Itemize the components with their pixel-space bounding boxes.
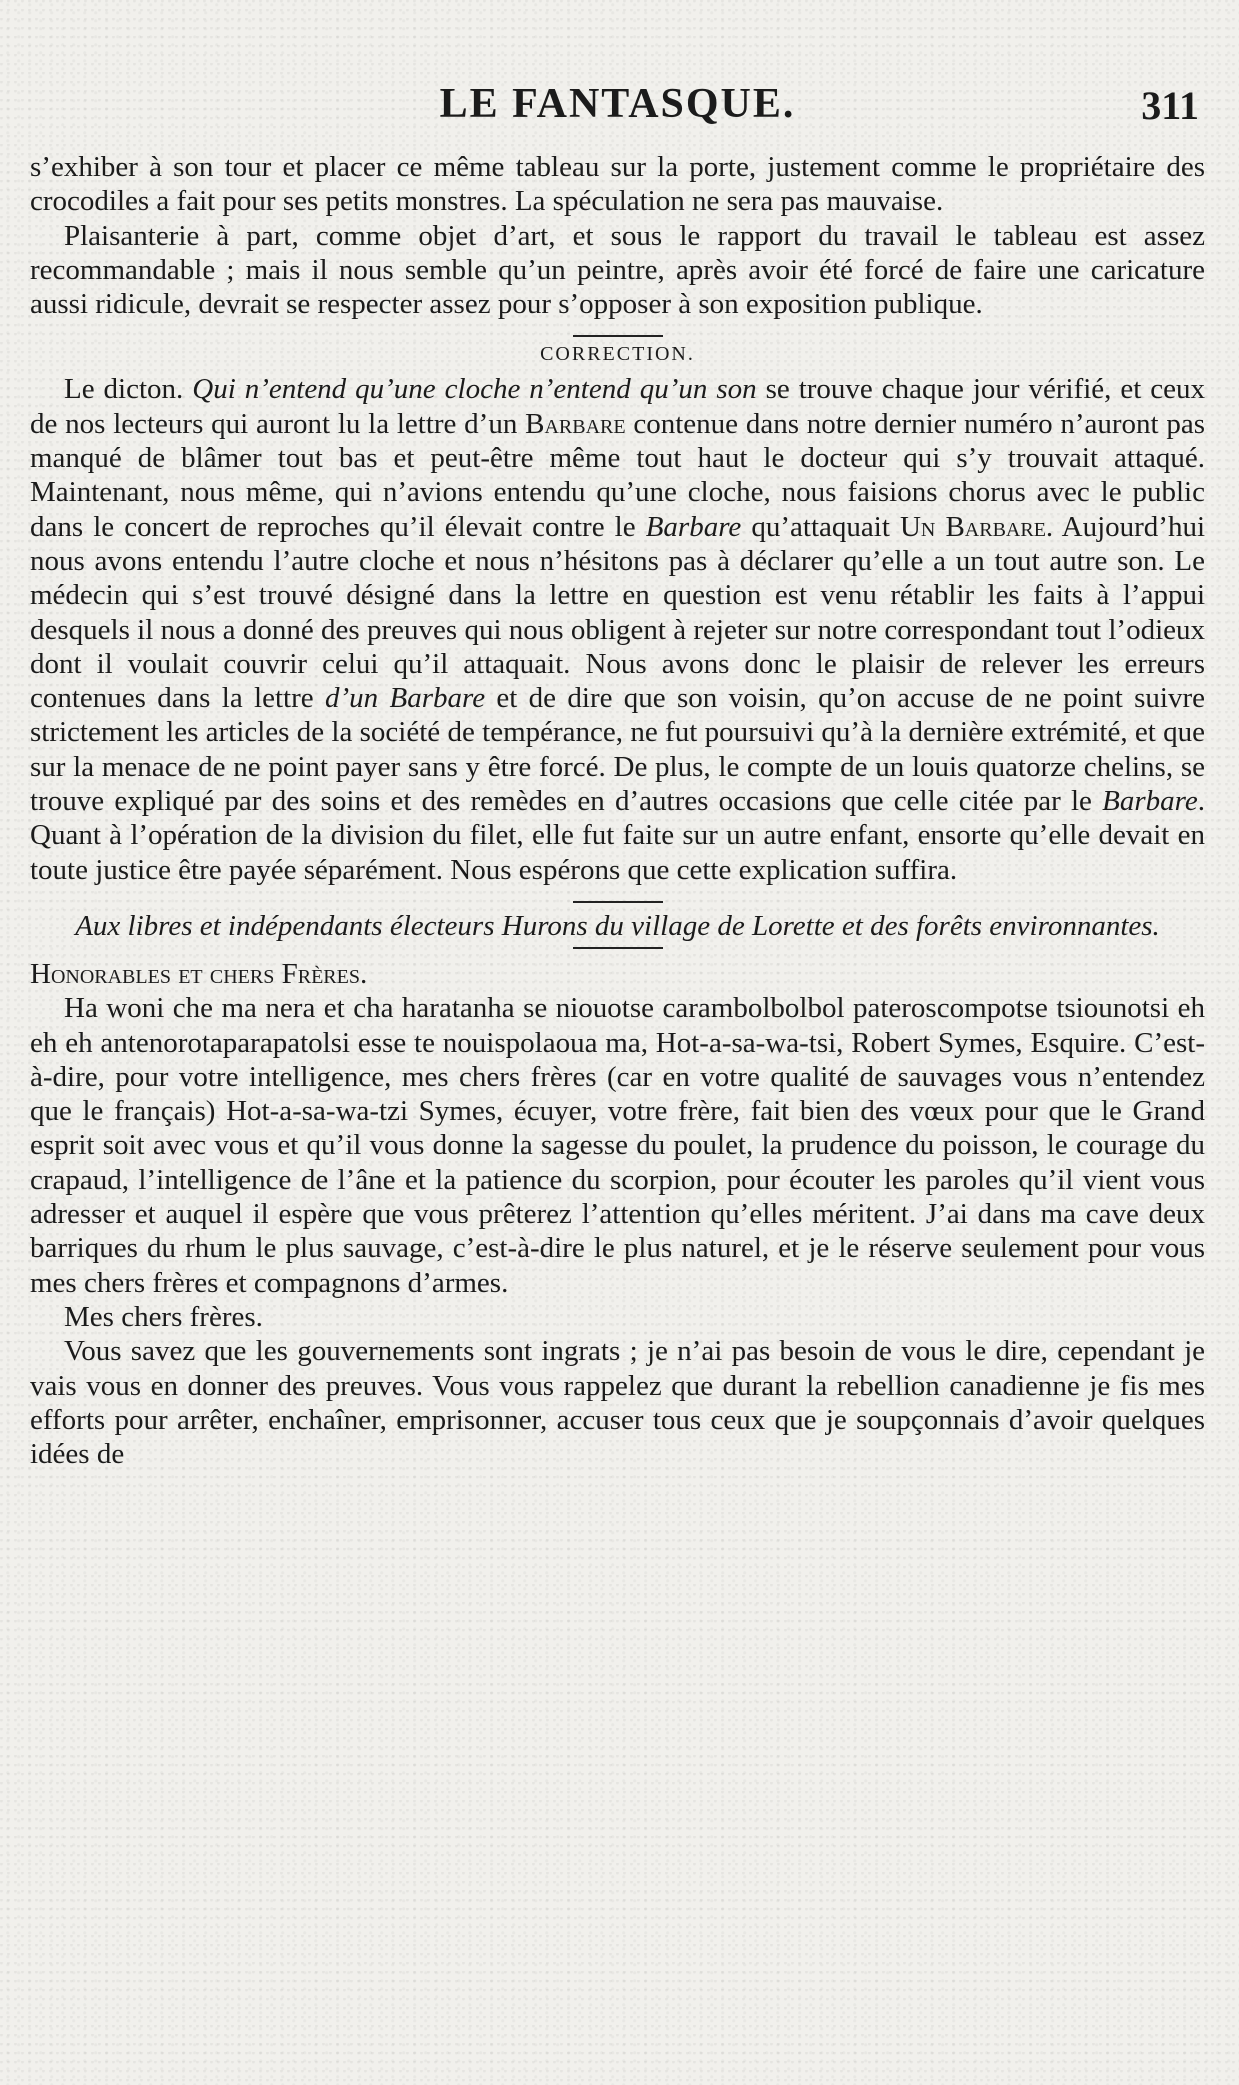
correction-dun-barbare: d’un Barbare (324, 682, 486, 715)
letter-heading: Aux libres et indépendants électeurs Hurons du village de Lorette et des forêts environnantes. (75, 909, 1160, 942)
letter-paragraph: Ha woni che ma nera et cha haratanha se niouotse carambolbolbol pateroscompotse tsiounotsi eh eh eh antenorotaparapatolsi esse te nouispolaoua ma, Hot-a-sa-wa-tsi, Robert Symes, Esquire. C’est-à-dire, pour votre intelligence, mes chers frères (car en votre qualité de sauvages vous n’entendez que le français) Hot-a-sa-wa-tzi Symes, écuyer, votre frère, fait bien des vœux pour que le Grand esprit soit avec vous et qu’il vous donne la sagesse du poulet, la prudence du poisson, le courage du crapaud, l’intelligence de l’âne et la patience du scorpion, pour écouter les paroles qu’il vient vous adresser et auquel il espère que vous prêterez l’attention qu’elles méritent. J’ai dans ma cave deux barriques du rhum le plus sauvage, c’est-à-dire le plus naturel, et je le réserve seulement pour vous mes chers frères et compagnons d’armes. (30, 992, 1205, 1299)
page-number: 311 (1141, 83, 1199, 128)
section-divider (573, 335, 663, 337)
correction-text: se trouve chaque jour vérifié, et ceux de nos lecteurs qui auront lu la lettre d’un (30, 373, 1206, 440)
correction-barbare-italic: Barbare (1102, 785, 1198, 818)
paragraph-art-critique: Plaisanterie à part, comme objet d’art, et sous le rapport du travail le tableau est assez recommandable ; mais il nous semble qu’un peintre, après avoir été forcé de faire une caricature aussi ridicule, devrait se respecter assez pour s’opposer à son exposition publique. (30, 219, 1205, 321)
correction-barbare-italic: Barbare (645, 510, 742, 543)
correction-barbare: Barbare (525, 407, 626, 440)
paragraph-continued: s’exhiber à son tour et placer ce même tableau sur la porte, justement comme le propriétaire des crocodiles a fait pour ses petits monstres. La spéculation ne sera pas mauvaise. (30, 151, 1205, 218)
correction-text: qu’attaquait (751, 510, 890, 543)
letter-paragraph: Mes chers frères. (64, 1300, 263, 1333)
correction-text: et de dire que son voisin, qu’on accuse de ne point suivre strictement les articles de la société de tempérance, ne fut poursuivi qu’à la dernière extrémité, et que sur la menace de ne point payer sans y être forcé. De plus, le compte de un louis quatorze chelins, se trouve expliqué par des soins et des remèdes en d’autres occasions que celle citée par le (30, 682, 1205, 818)
correction-text: . Aujourd’hui nous avons entendu l’autre cloche et nous n’hésitons pas à déclarer qu’elle a un tout autre son. Le médecin qui s’est trouvé désigné dans la lettre en question est venu rétablir les faits à l’appui desquels il nous a donné des preuves qui nous obligent à rejeter sur notre correspondant tout l’odieux dont il voulait couvrir celui qu’il attaquait. Nous avons donc le plaisir de relever les erreurs contenues dans la lettre (30, 510, 1206, 715)
correction-saying: Qui n’entend qu’une cloche n’entend qu’un son (192, 373, 757, 406)
correction-text: contenue dans notre dernier numéro n’auront pas manqué de blâmer tout bas et peut-être même tout haut le docteur qui s’y trouvait attaqué. Maintenant, nous même, qui n’avions entendu qu’une cloche, nous faisions chorus avec le public dans le concert de reproches qu’il élevait contre le (30, 407, 1206, 543)
correction-text: . Quant à l’opération de la division du filet, elle fut faite sur un autre enfant, ensorte qu’elle devait en toute justice être payée séparément. Nous espérons que cette explication suffira. (30, 785, 1206, 886)
running-head: LE FANTASQUE. (439, 81, 796, 127)
section-divider (573, 947, 663, 949)
correction-text: Le dicton. (64, 373, 184, 406)
page-header (30, 80, 1205, 150)
section-title-correction: CORRECTION. (540, 343, 695, 366)
letter-paragraph: Vous savez que les gouvernements sont ingrats ; je n’ai pas besoin de vous le dire, cependant je vais vous en donner des preuves. Vous vous rappelez que durant la rebellion canadienne je fis mes efforts pour arrêter, enchaîner, emprisonner, accuser tous ceux que je soupçonnais d’avoir quelques idées de (30, 1335, 1205, 1471)
letter-salutation: Honorables et chers Frères. (30, 957, 368, 990)
correction-un-barbare: Un Barbare (899, 510, 1046, 543)
paragraph-correction (30, 372, 1205, 886)
section-divider (573, 901, 663, 903)
